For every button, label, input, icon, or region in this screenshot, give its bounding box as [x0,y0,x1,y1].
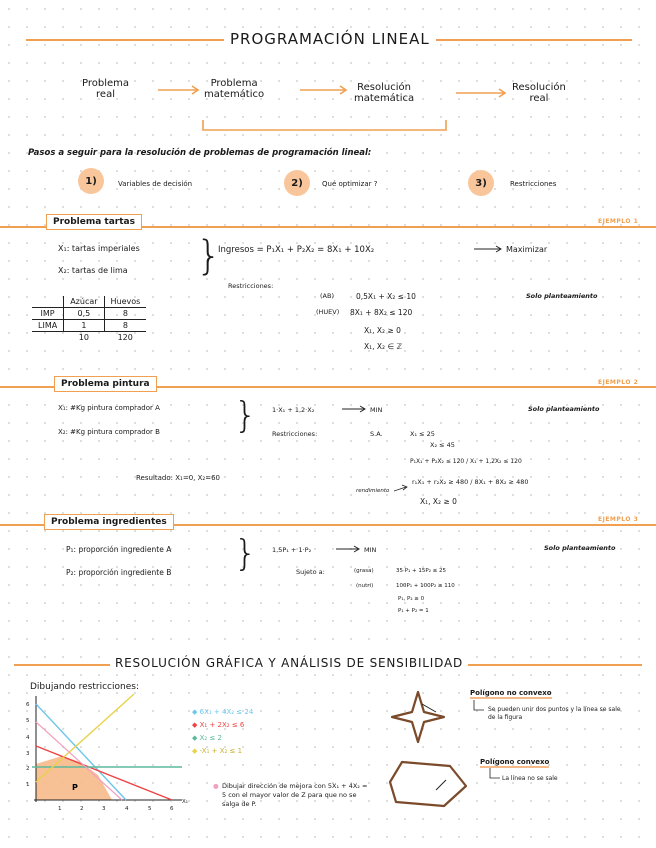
legend-dot-2: ◆ [192,721,198,729]
ejemplo3-p1: P₁: proporción ingrediente A [66,545,172,554]
ejemplo3-sujeto: Sujeto a: [296,568,325,576]
x-axis-label: X₁ [182,799,188,805]
grafica-plot [22,692,192,816]
y-tick-4: 4 [26,735,30,741]
ejemplo1-box: Problema tartas [46,214,142,230]
ejemplo1-x2: X₂: tartas de lima [58,266,128,275]
paso-1-label: Variables de decisión [118,180,193,188]
ejemplo1-x1: X₁: tartas imperiales [58,244,140,253]
y-tick-2: 2 [26,766,30,772]
paso-1-badge: 1) [78,168,104,194]
ejemplo1-ingresos: Ingresos = P₁X₁ + P₂X₂ = 8X₁ + 10X₂ [218,245,375,255]
grafica-subtitle: Dibujando restricciones: [30,682,139,692]
ejemplo2-arrow [342,404,368,414]
flow-arrows [0,0,656,140]
page-title: PROGRAMACIÓN LINEAL [224,30,436,48]
x-tick-1: 1 [58,806,62,812]
ejemplo2-restr-label: Restricciones: [272,430,318,438]
flow-step-2: Problema matemático [204,78,265,100]
x-tick-4: 4 [125,806,129,812]
convexo-connector [488,768,502,782]
ejemplo3-grasa-tag: (grasa) [354,568,374,574]
convexo-desc: La línea no se sale [502,775,558,782]
ejemplo2-r3: P₁X₁ + P₂X₂ ≤ 120 / X₁ + 1,2X₂ ≤ 120 [410,458,522,465]
paso-2-label: Qué optimizar ? [322,180,378,188]
ejemplo2-brace: } [234,395,257,436]
ejemplo3-p2: P₂: proporción ingrediente B [66,568,172,577]
ejemplo3-box: Problema ingredientes [44,514,174,530]
paso-3-label: Restricciones [510,180,557,188]
ejemplo2-objetivo: MIN [370,406,383,414]
ejemplo2-r4: r₁X₁ + r₂X₂ ≥ 480 / 8X₁ + 8X₂ ≥ 480 [412,478,529,486]
noconvexo-connector [472,700,486,714]
ejemplo3-nutri: 100P₁ + 100P₂ ≥ 110 [396,583,455,589]
ejemplo1-objetivo: Maximizar [506,245,548,254]
y-tick-6: 6 [26,702,30,708]
ejemplo3-nutri-tag: (nutri) [356,583,374,589]
y-tick-5: 5 [26,718,30,724]
x-tick-5: 5 [148,806,152,812]
ejemplo2-rend-arrow [394,484,410,494]
ejemplo2-nota: Solo planteamiento [528,405,600,413]
ejemplo3-nota: Solo planteamiento [544,544,616,552]
region-label: P [72,783,78,792]
ejemplo3-brace: } [234,533,257,574]
polygon-convexo [386,758,470,810]
ejemplo3-obj: 1,5P₁ + 1·P₂ [272,546,312,554]
x-tick-3: 3 [102,806,106,812]
ejemplo3-objetivo: MIN [364,546,377,554]
flow-step-1: Problema real [82,78,130,100]
ejemplo1-restr-1: 0,5X₁ + X₂ ≤ 10 [356,292,416,301]
ejemplo1-nota: Solo planteamiento [526,292,598,300]
ejemplo2-rend: rendimiento [356,488,390,494]
legend-item-1: ◆ 6X₁ + 4X₂ ≤ 24 [192,708,254,716]
ejemplo3-r4: P₁ + P₂ = 1 [398,608,429,614]
flow-step-3: Resolución matemática [354,82,415,104]
polygon-no-convexo [388,690,448,744]
ejemplo2-r5: X₁, X₂ ≥ 0 [420,497,457,506]
ejemplo1-brace: } [196,233,222,279]
legend-item-4: ◆ -X₁ + X₂ ≤ 1 [192,747,243,755]
ejemplo2-box: Problema pintura [54,376,157,392]
ejemplo2-r1: X₁ ≤ 25 [410,430,435,438]
y-tick-3: 3 [26,751,30,757]
ejemplo2-obj: 1·X₁ + 1,2·X₂ [272,406,315,414]
flow-step-4: Resolución real [512,82,566,104]
pasos-heading: Pasos a seguir para la resolución de problemas de programación lineal: [28,148,372,158]
ejemplo1-tag: EJEMPLO 1 [598,218,639,225]
flow-bracket [203,120,446,130]
ejemplo1-arrow [474,244,504,254]
ejemplo2-sa: S.A. [370,430,383,438]
legend-dot-3: ◆ [192,734,198,742]
ejemplo3-arrow [336,544,362,554]
grafica-legend [192,706,253,758]
ejemplo1-restr-label: Restricciones: [228,282,274,290]
ejemplo2-r2: X₂ ≤ 45 [430,441,455,449]
ejemplo1-restr-4: X₁, X₂ ∈ ℤ [364,342,402,351]
ejemplo1-restr-3: X₁, X₂ ≥ 0 [364,326,401,335]
noconvexo-desc: Se pueden unir dos puntos y la línea se sale de la figura [488,706,621,721]
legend-dot-4: ◆ [192,747,198,755]
nota-direccion: ● Dibujar dirección de mejora con 5X₁ + 4X₂ = 5 con el mayor valor de Z para que no se salga de P. [213,782,368,808]
ejemplo1-restr-2: 8X₁ + 8X₂ ≤ 120 [350,308,413,317]
ejemplo3-r3: P₁, P₂ ≥ 0 [398,596,425,602]
ejemplo3-tag: EJEMPLO 3 [598,516,639,523]
legend-dot-1: ◆ [192,708,198,716]
legend-item-2: ◆ X₁ + 2X₂ ≤ 6 [192,721,245,729]
ejemplo2-x1: X₁: #Kg pintura comprador A [58,404,160,412]
legend-item-3: ◆ X₂ ≤ 2 [192,734,222,742]
paso-3-badge: 3) [468,170,494,196]
ejemplo1-restr-tag-2: (HUEV) [316,308,340,316]
x-tick-2: 2 [80,806,84,812]
ejemplo3-grasa: 35·P₁ + 15P₂ ≤ 25 [396,568,446,574]
convexo-label: Polígono convexo [480,758,550,766]
ejemplo2-resultado: Resultado: X₁=0, X₂=60 [136,474,220,482]
noconvexo-label: Polígono no convexo [470,689,552,697]
paso-2-badge: 2) [284,170,310,196]
ejemplo2-tag: EJEMPLO 2 [598,379,639,386]
x-tick-6: 6 [170,806,174,812]
ejemplo1-table: Azúcar Huevos IMP 0,5 8 LIMA 1 8 10 120 [32,296,146,343]
y-tick-1: 1 [26,782,30,788]
grafica-title: RESOLUCIÓN GRÁFICA Y ANÁLISIS DE SENSIBILIDAD [110,656,468,670]
nota-dot: ● [213,782,219,790]
ejemplo1-restr-tag-1: (AB) [320,292,334,300]
feasible-region [36,756,112,800]
ejemplo2-x2: X₂: #Kg pintura comprador B [58,428,160,436]
